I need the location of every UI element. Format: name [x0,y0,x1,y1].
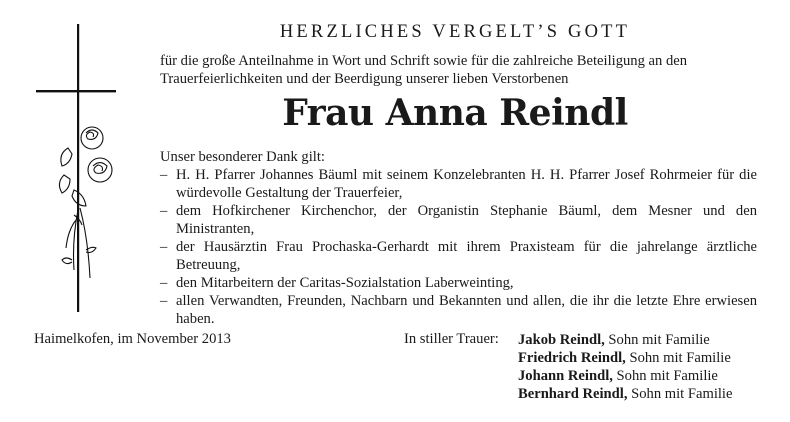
thanks-list [160,166,757,328]
mourner-relation: Sohn mit Familie [627,386,733,402]
thanks-item-text: den Mitarbeitern der Caritas-Sozialstation Laberweinting, [176,275,514,291]
dash-marker: – [160,293,168,309]
list-item [160,274,757,292]
intro-text [160,52,760,88]
list-item [160,166,757,202]
mourner-entry [518,349,732,367]
list-item [160,292,757,328]
deceased-name: Frau Anna Reindl [282,92,628,134]
list-item [160,202,757,238]
thanks-item-text: der Hausärztin Frau Prochaska-Gerhardt mit ihrem Praxisteam für die jahrelange ärztliche Betreuung, [176,239,757,273]
mourner-name: Friedrich Reindl, [518,350,626,366]
intro-line: Trauerfeierlichkeiten und der Beerdigung unserer lieben Verstorbenen [160,71,569,87]
mourner-entry [518,331,732,349]
thanks-item-text: H. H. Pfarrer Johannes Bäuml mit seinem Konzelebranten H. H. Pfarrer Josef Rohrmeier für die würdevolle Gestaltung der Trauerfeier, [176,167,757,201]
mourner-relation: Sohn mit Familie [625,350,731,366]
mourner-entry [518,385,732,403]
mourners-label: In stiller Trauer: [404,331,499,347]
mourner-name: Jakob Reindl, [518,332,605,348]
mourner-name: Bernhard Reindl, [518,386,628,402]
notice-heading: HERZLICHES VERGELT’S GOTT [279,22,631,42]
place-date: Haimelkofen, im November 2013 [34,331,231,347]
mourners-list [518,331,732,403]
mourner-name: Johann Reindl, [518,368,613,384]
dash-marker: – [160,275,168,291]
mourner-relation: Sohn mit Familie [612,368,718,384]
mourner-relation: Sohn mit Familie [604,332,710,348]
intro-line: für die große Anteilnahme in Wort und Schrift sowie für die zahlreiche Beteiligung an den [160,53,688,69]
thanks-item-text: dem Hofkirchener Kirchenchor, der Organistin Stephanie Bäuml, dem Mesner und den Ministranten, [176,203,757,237]
cross-with-roses-icon [34,20,130,320]
mourner-entry [518,367,732,385]
list-item [160,238,757,274]
thanks-item-text: allen Verwandten, Freunden, Nachbarn und Bekannten und allen, die ihr die letzte Ehre erwiesen haben. [176,293,757,327]
dash-marker: – [160,203,168,219]
thanks-intro: Unser besonderer Dank gilt: [160,149,325,165]
dash-marker: – [160,239,168,255]
dash-marker: – [160,167,168,183]
